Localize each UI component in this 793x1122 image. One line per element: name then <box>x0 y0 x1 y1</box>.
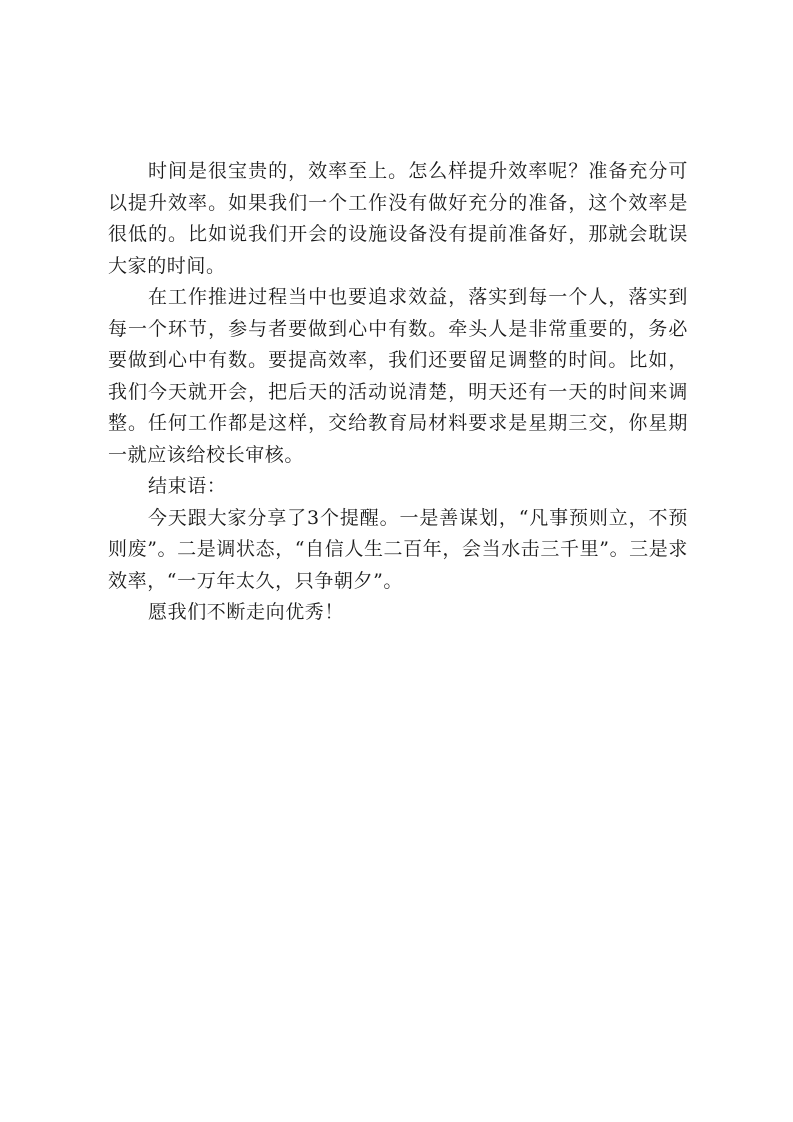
paragraph-wish: 愿我们不断走向优秀！ <box>148 601 345 623</box>
paragraph-work-progress: 在工作推进过程当中也要追求效益，落实到每一个人，落实到每一个环节，参与者要做到心中有数。牵头人是非常重要的，务必要做到心中有数。要提高效率，我们还要留足调整的时间。比如，我们今天就开会，把后天的活动说清楚，明天还有一天的时间来调整。任何工作都是这样，交给教育局材料要求是星期三交，你星期一就应该给校长审核。 <box>108 286 688 466</box>
paragraph-efficiency: 时间是很宝贵的，效率至上。怎么样提升效率呢？准备充分可以提升效率。如果我们一个工作没有做好充分的准备，这个效率是很低的。比如说我们开会的设施设备没有提前准备好，那就会耽误大家的时间。 <box>108 160 688 277</box>
document-body <box>108 156 688 629</box>
paragraph-closing-heading: 结束语： <box>148 475 227 497</box>
paragraph-summary: 今天跟大家分享了3个提醒。一是善谋划，“凡事预则立，不预则废”。二是调状态，“自信人生二百年，会当水击三千里”。三是求效率，“一万年太久，只争朝夕”。 <box>108 506 688 592</box>
